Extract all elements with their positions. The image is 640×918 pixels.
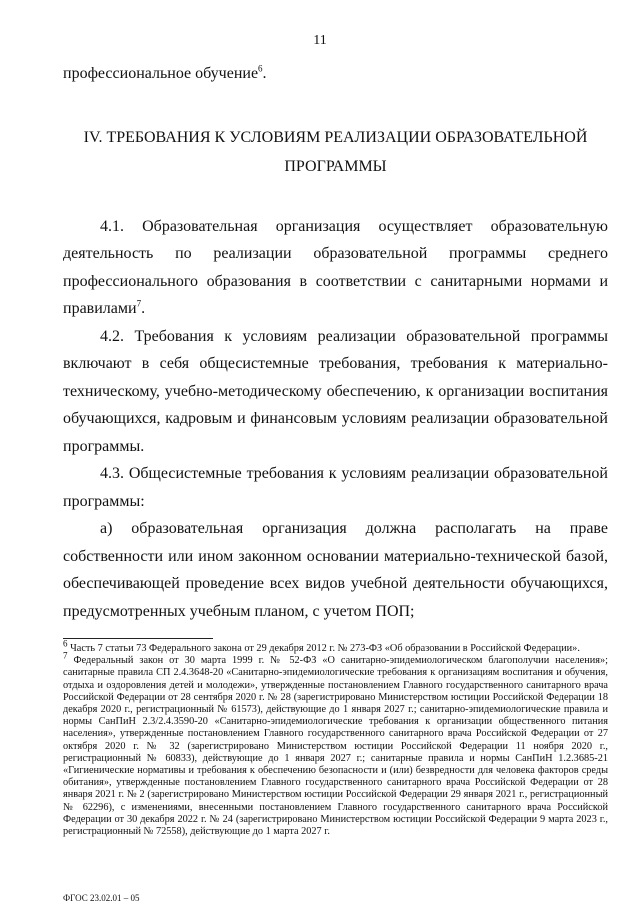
paragraph-4-1-end: . [141,300,146,317]
section-heading-line2: ПРОГРАММЫ [284,157,387,175]
paragraph-4-1-text: 4.1. Образовательная организация осуществляет образовательную деятельность по реализации образовательной программы среднего профессионального образования в соответствии с санитарными нормами и правилами [63,217,608,317]
paragraph-4-2: 4.2. Требования к условиям реализации образовательной программы включают в себя общесистемные требования, требования к материально-техническому, учебно-методическому обеспечению, к организации воспитания обучающихся, кадровым и финансовым условиям реализации образовательной программы. [63,327,608,455]
footnote-7-number: 7 [63,650,68,661]
intro-text: профессиональное обучение [63,65,259,82]
paragraph-4-3-a: а) образовательная организация должна располагать на праве собственности или ином законном основании материально-технической базой, обеспечивающей проведение всех видов учебной деятельности обучающихся, предусмотренных учебным планом, с учетом ПОП; [63,520,608,620]
footnotes [63,638,608,838]
paragraph-4-1 [63,213,608,323]
footnote-ref-6: 6 [258,63,263,74]
section-heading [63,123,608,181]
document-code-footer: ФГОС 23.02.01 – 05 [63,893,140,903]
footnote-6 [63,638,608,655]
footnote-divider [63,638,213,639]
main-text [63,60,608,625]
paragraph-4-3: 4.3. Общесистемные требования к условиям реализации образовательной программы: [63,465,608,510]
footnote-6-text: Часть 7 статьи 73 Федерального закона от 29 декабря 2012 г. № 273-ФЗ «Об образовании в Российской Федерации». [67,643,580,654]
footnote-7 [63,650,608,838]
page-number: 11 [313,33,327,48]
footnote-6-number: 6 [63,638,68,649]
footnote-7-text: Федеральный закон от 30 марта 1999 г. № 52-ФЗ «О санитарно-эпидемиологическом благополучии населения»; санитарные правила СП 2.4.3648-20 «Санитарно-эпидемиологические требования к организациям воспитания и обучения, отдыха и оздоровления детей и молодежи», утвержденные постановлением Главного государственного санитарного врача Российской Федерации от 28 сентября 2020 г. № 28 (зарегистрировано Министерством юстиции Российской Федерации 18 декабря 2020 г., регистрационный № 61573), действующие до 1 января 2027 г.; санитарно-эпидемиологические правила и нормы СанПиН 2.3/2.4.3590-20 «Санитарно-эпидемиологические требования к организации общественного питания населения», утвержденные постановлением Главного государственного санитарного врача Российской Федерации от 27 октября 2020 г. № 32 (зарегистрировано Министерством юстиции Российской Федерации 11 ноября 2020 г., регистрационный № 60833), действующие до 1 января 2027 г.; санитарные правила и нормы СанПиН 1.2.3685-21 «Гигиенические нормативы и требования к обеспечению безопасности и (или) безвредности для человека факторов среды обитания», утвержденные постановлением Главного государственного санитарного врача Российской Федерации от 28 января 2021 г. № 2 (зарегистрировано Министерством юстиции Российской Федерации 29 января 2021 г., регистрационный № 62296), с изменениями, внесенными постановлением Главного государственного санитарного врача Российской Федерации от 30 декабря 2022 г. № 24 (зарегистрировано Министерством юстиции Российской Федерации 9 марта 2023 г., регистрационный № 72558), действующие до 1 марта 2027 г. [63,655,608,838]
intro-end: . [262,65,267,82]
intro-line [63,60,608,88]
section-heading-line1: IV. ТРЕБОВАНИЯ К УСЛОВИЯМ РЕАЛИЗАЦИИ ОБРАЗОВАТЕЛЬНОЙ [83,128,588,146]
footnote-ref-7: 7 [136,298,142,309]
